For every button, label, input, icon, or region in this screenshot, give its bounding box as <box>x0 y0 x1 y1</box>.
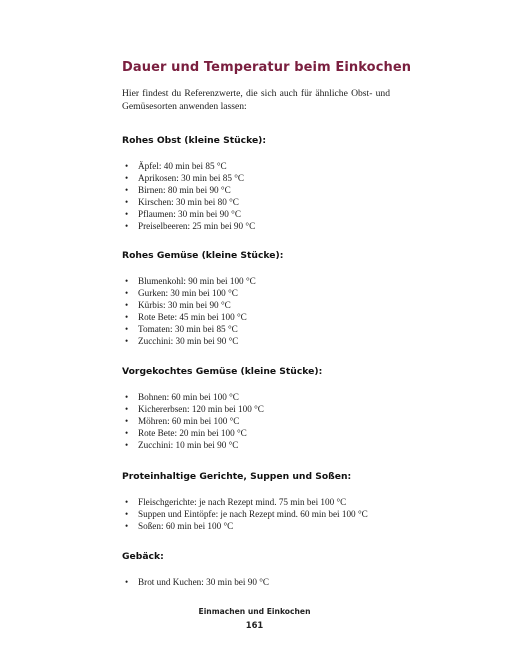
page-number: 161 <box>245 620 264 630</box>
list-item <box>122 196 422 208</box>
list-item-text: Blumenkohl: 90 min bei 100 °C <box>138 276 256 286</box>
list-item-text: Kürbis: 30 min bei 90 °C <box>138 300 231 311</box>
list-item <box>122 496 422 508</box>
list-item-text: Tomaten: 30 min bei 85 °C <box>138 324 238 335</box>
list-item <box>122 311 422 323</box>
bullet-icon: • <box>125 288 129 299</box>
bullet-icon: • <box>125 404 129 415</box>
section-heading: Vorgekochtes Gemüse (kleine Stücke): <box>122 366 323 377</box>
section-heading: Gebäck: <box>122 551 164 562</box>
bullet-icon: • <box>125 300 129 311</box>
list-item-text: Birnen: 80 min bei 90 °C <box>138 185 231 196</box>
bullet-icon: • <box>125 428 129 439</box>
list-item <box>122 220 422 232</box>
list-item <box>122 299 422 311</box>
running-footer-chapter: Einmachen und Einkochen <box>198 607 311 616</box>
item-list <box>122 275 422 348</box>
bullet-icon: • <box>125 577 129 587</box>
section-proteinhaltige-gerichte <box>122 471 422 532</box>
item-list <box>122 496 422 532</box>
bullet-icon: • <box>125 161 129 171</box>
list-item <box>122 160 422 172</box>
list-item-text: Rote Bete: 45 min bei 100 °C <box>138 312 247 323</box>
bullet-icon: • <box>125 185 129 196</box>
list-item-text: Zucchini: 30 min bei 90 °C <box>138 336 239 347</box>
list-item-text: Zucchini: 10 min bei 90 °C <box>138 440 239 451</box>
list-item <box>122 391 422 403</box>
bullet-icon: • <box>125 197 129 208</box>
list-item-text: Kichererbsen: 120 min bei 100 °C <box>138 404 264 415</box>
item-list <box>122 576 422 588</box>
list-item <box>122 576 422 588</box>
bullet-icon: • <box>125 173 129 184</box>
bullet-icon: • <box>125 324 129 335</box>
list-item-text: Fleischgerichte: je nach Rezept mind. 75 min bei 100 °C <box>138 497 347 507</box>
item-list <box>122 391 422 451</box>
list-item <box>122 335 422 347</box>
list-item <box>122 287 422 299</box>
section-rohes-obst <box>122 135 422 233</box>
list-item-text: Rote Bete: 20 min bei 100 °C <box>138 428 247 439</box>
section-rohes-gemuese <box>122 250 422 348</box>
section-vorgekochtes-gemuese <box>122 366 422 451</box>
section-heading: Rohes Gemüse (kleine Stücke): <box>122 250 284 261</box>
bullet-icon: • <box>125 497 129 507</box>
item-list <box>122 160 422 233</box>
list-item-text: Soßen: 60 min bei 100 °C <box>138 521 234 532</box>
list-item <box>122 403 422 415</box>
list-item-text: Preiselbeeren: 25 min bei 90 °C <box>138 221 256 232</box>
bullet-icon: • <box>125 521 129 532</box>
list-item-text: Suppen und Eintöpfe: je nach Rezept mind. 60 min bei 100 °C <box>138 509 368 520</box>
section-gebaeck <box>122 551 422 588</box>
list-item <box>122 508 422 520</box>
section-heading: Proteinhaltige Gerichte, Suppen und Soßen: <box>122 471 352 482</box>
bullet-icon: • <box>125 221 129 232</box>
list-item <box>122 427 422 439</box>
bullet-icon: • <box>125 209 129 220</box>
bullet-icon: • <box>125 336 129 347</box>
bullet-icon: • <box>125 509 129 520</box>
bullet-icon: • <box>125 276 129 286</box>
list-item-text: Äpfel: 40 min bei 85 °C <box>138 161 227 171</box>
list-item <box>122 275 422 287</box>
page-title: Dauer und Temperatur beim Einkochen <box>122 60 412 75</box>
list-item <box>122 208 422 220</box>
list-item-text: Aprikosen: 30 min bei 85 °C <box>138 173 245 184</box>
list-item <box>122 520 422 532</box>
list-item <box>122 172 422 184</box>
list-item-text: Brot und Kuchen: 30 min bei 90 °C <box>138 577 270 587</box>
intro-paragraph: Hier findest du Referenzwerte, die sich auch für ähnliche Obst- und Gemüsesorten anwenden lassen: <box>122 88 390 112</box>
list-item <box>122 323 422 335</box>
bullet-icon: • <box>125 312 129 323</box>
bullet-icon: • <box>125 416 129 427</box>
list-item-text: Kirschen: 30 min bei 80 °C <box>138 197 239 208</box>
list-item-text: Gurken: 30 min bei 100 °C <box>138 288 238 299</box>
bullet-icon: • <box>125 440 129 451</box>
list-item-text: Pflaumen: 30 min bei 90 °C <box>138 209 241 220</box>
list-item-text: Bohnen: 60 min bei 100 °C <box>138 392 239 402</box>
section-heading: Rohes Obst (kleine Stücke): <box>122 135 267 146</box>
list-item <box>122 184 422 196</box>
list-item <box>122 415 422 427</box>
bullet-icon: • <box>125 392 129 402</box>
list-item <box>122 439 422 451</box>
list-item-text: Möhren: 60 min bei 100 °C <box>138 416 240 427</box>
